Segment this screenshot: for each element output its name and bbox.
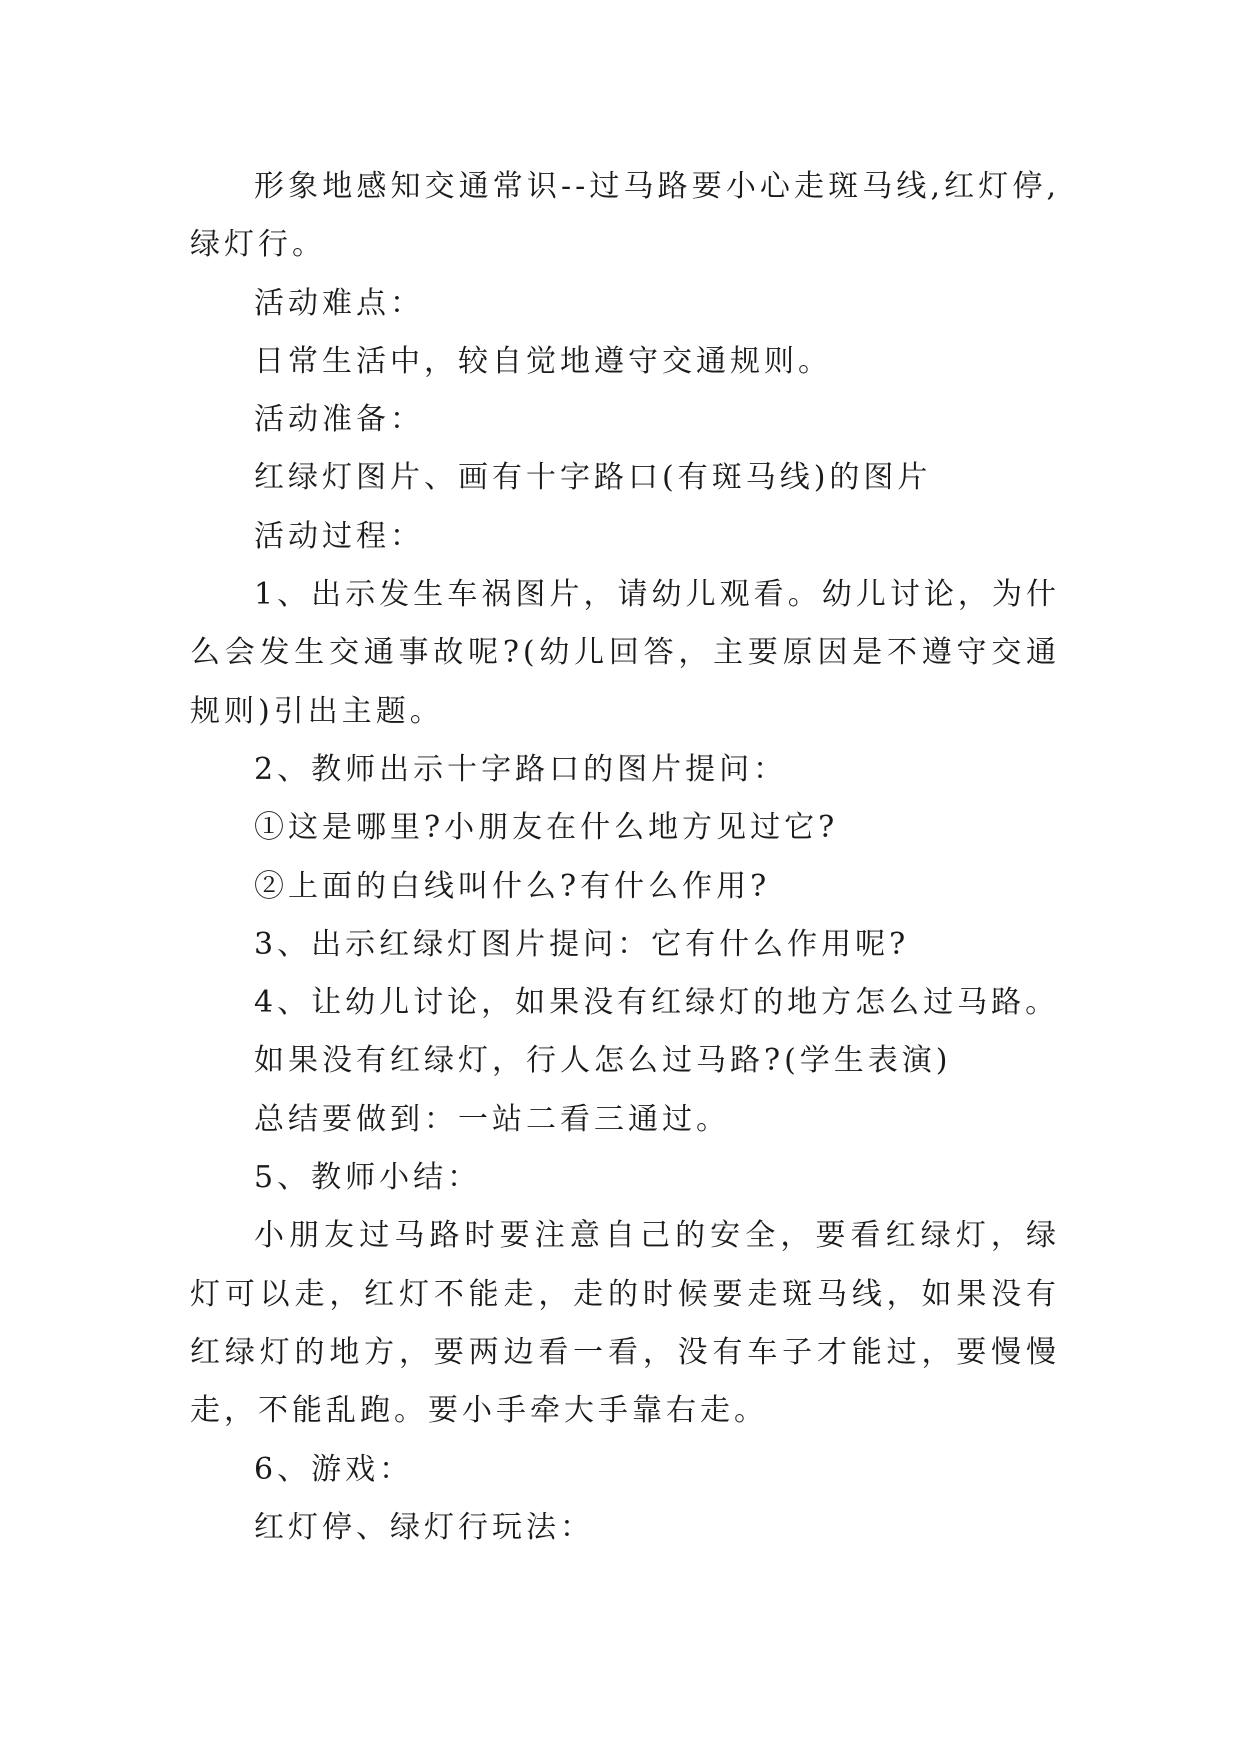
paragraph-preparation: 红绿灯图片、画有十字路口(有斑马线)的图片 [254, 460, 932, 496]
paragraph-step-5: 5、教师小结： [254, 1160, 482, 1196]
paragraph-step-2: 2、教师出示十字路口的图片提问： [254, 751, 788, 787]
paragraph-step-3: 3、出示红绿灯图片提问：它有什么作用呢? [254, 926, 910, 962]
paragraph-summary-rule: 总结要做到：一站二看三通过。 [254, 1101, 730, 1137]
question-2: ②上面的白线叫什么?有什么作用? [254, 868, 771, 904]
paragraph-game-rules: 红灯停、绿灯行玩法： [254, 1509, 594, 1545]
paragraph-intro: 形象地感知交通常识--过马路要小心走斑马线,红灯停,绿灯行。 [190, 169, 1060, 263]
paragraph-no-lights: 如果没有红绿灯，行人怎么过马路?(学生表演) [254, 1043, 952, 1079]
paragraph-step-4: 4、让幼儿讨论，如果没有红绿灯的地方怎么过马路。 [254, 985, 1060, 1021]
paragraph-step-6: 6、游戏： [254, 1451, 414, 1487]
paragraph-teacher-summary: 小朋友过马路时要注意自己的安全，要看红绿灯，绿灯可以走，红灯不能走，走的时候要走斑马线，如果没有红绿灯的地方，要两边看一看，没有车子才能过，要慢慢走，不能乱跑。要小手牵大手靠右走。 [190, 1218, 1060, 1429]
heading-difficulty: 活动难点： [254, 285, 424, 321]
paragraph-step-1: 1、出示发生车祸图片，请幼儿观看。幼儿讨论，为什么会发生交通事故呢?(幼儿回答，主要原因是不遵守交通规则)引出主题。 [190, 577, 1060, 729]
question-1: ①这是哪里?小朋友在什么地方见过它? [254, 810, 839, 846]
document-body [190, 158, 1060, 1557]
paragraph-difficulty: 日常生活中，较自觉地遵守交通规则。 [254, 343, 832, 379]
heading-preparation: 活动准备： [254, 402, 424, 438]
heading-process: 活动过程： [254, 518, 424, 554]
